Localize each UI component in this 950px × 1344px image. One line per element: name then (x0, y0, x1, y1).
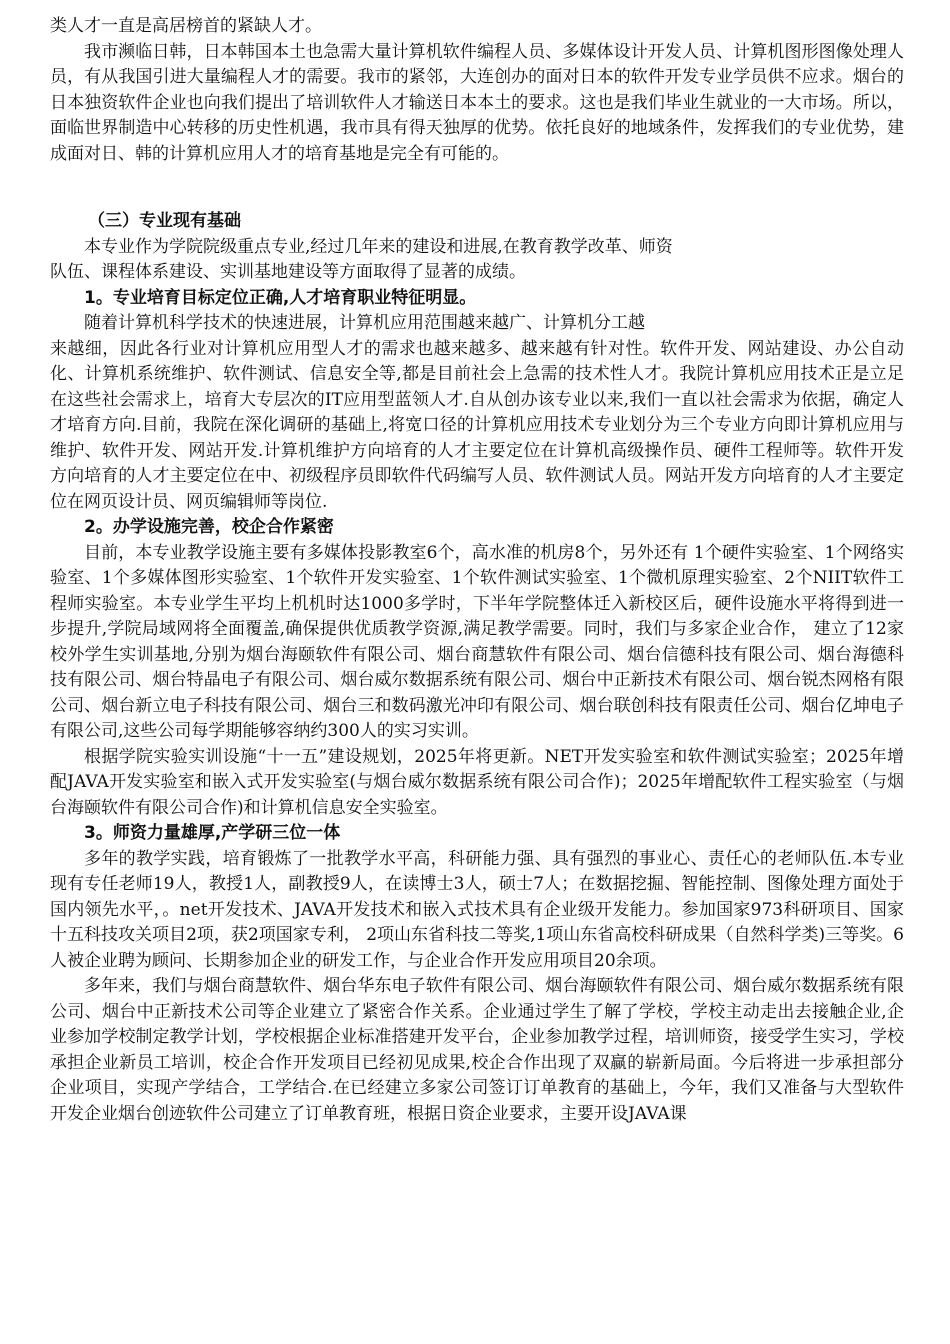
subheading-1: 1。专业培育目标定位正确,人才培育职业特征明显。 (84, 287, 477, 308)
paragraph-intro-line2: 队伍、课程体系建设、实训基地建设等方面取得了显著的成绩。 (50, 262, 526, 282)
section-heading-3: （三）专业现有基础 (88, 211, 241, 231)
subheading-2: 2。办学设施完善，校企合作紧密 (84, 517, 334, 537)
paragraph-regional-advantage: 我市濒临日韩，日本韩国本土也急需大量计算机软件编程人员、多媒体设计开发人员、计算机图形图像处理人员，有从我国引进大量编程人才的需要。我市的紧邻，大连创办的面对日本的软件开发专业学员供不应求。烟台的日本独资软件企业也向我们提出了培训软件人才输送日本本土的要求。这也是我们毕业生就业的一大市场。所以，面临世界制造中心转移的历史性机遇，我市具有得天独厚的优势。依托良好的地域条件，发挥我们的专业优势，建成面对日、韩的计算机应用人才的培育基地是完全有可能的。 (50, 41, 904, 164)
paragraph-faculty: 多年的教学实践，培育锻炼了一批教学水平高，科研能力强、具有强烈的事业心、责任心的老师队伍.本专业现有专任老师19人，教授1人，副教授9人，在读博士3人，硕士7人；在数据挖掘、智能控制、图像处理方面处于国内领先水平，。net开发技术、JAVA开发技术和嵌入式技术具有企业级开发能力。参加国家973科研项目、国家十五科技攻关项目2项，获2项国家专利， 2项山东省科技二等奖,1项山东省高校科研成果（自然科学类)三等奖。6人被企业聘为顾问、长期参加企业的研发工作，与企业合作开发应用项目20余项。 (50, 848, 904, 971)
section-spacer (50, 167, 904, 209)
paragraph-enterprise-cooperation: 多年来，我们与烟台商慧软件、烟台华东电子软件有限公司、烟台海颐软件有限公司、烟台威尔数据系统有限公司、烟台中正新技术公司等企业建立了紧密合作关系。企业通过学生了解了学校，学校主动走出去接触企业,企业参加学校制定教学计划，学校根据企业标准搭建开发平台，企业参加教学过程，培训师资，接受学生实习，学校承担企业新员工培训，校企合作开发项目已经初见成果,校企合作出现了双赢的崭新局面。今后将进一步承担部分企业项目，实现产学结合，工学结合.在已经建立多家公司签订订单教育的基础上，今年，我们又准备与大型软件开发企业烟台创迹软件公司建立了订单教育班，根据日资企业要求，主要开设JAVA课 (50, 976, 904, 1124)
subheading-3: 3。师资力量雄厚,产学研三位一体 (84, 823, 341, 843)
paragraph-goals-body: 来越细，因此各行业对计算机应用型人才的需求也越来越多、越来越有针对性。软件开发、网站建设、办公自动化、计算机系统维护、软件测试、信息安全等,都是目前社会上急需的技术性人才。我院计算机应用技术正是立足在这些社会需求上，培育大专层次的IT应用型蓝领人才.自从创办该专业以来,我们一直以社会需求为依据，确定人才培育方向.目前，我院在深化调研的基础上,将宽口径的计算机应用技术专业划分为三个专业方向即计算机应用与维护、软件开发、网站开发.计算机维护方向培育的人才主要定位在计算机高级操作员、硬件工程师等。软件开发方向培育的人才主要定位在中、初级程序员即软件代码编写人员、软件测试人员。网站开发方向培育的人才主要定位在网页设计员、网页编辑师等岗位. (50, 338, 904, 512)
paragraph-lab-plan: 根据学院实验实训设施“十一五”建设规划，2025年将更新。NET开发实验室和软件测试实验室；2025年增配JAVA开发实验室和嵌入式开发实验室(与烟台威尔数据系统有限公司合作)；2025年增配软件工程实验室（与烟台海颐软件有限公司合作)和计算机信息安全实验室。 (50, 746, 904, 818)
paragraph-continuation: 类人才一直是高居榜首的紧缺人才。 (50, 16, 322, 36)
paragraph-goals-line1: 随着计算机科学技术的快速进展，计算机应用范围越来越广、计算机分工越 (84, 313, 645, 333)
paragraph-intro-line1: 本专业作为学院院级重点专业,经过几年来的建设和进展,在教育教学改革、师资 (84, 236, 673, 257)
paragraph-facilities: 目前，本专业教学设施主要有多媒体投影教室6个，高水准的机房8个，另外还有 1个硬件实验室、1个网络实验室、1个多媒体图形实验室、1个软件开发实验室、1个软件测试实验室、1个微机原理实验室、2个NIIT软件工程师实验室。本专业学生平均上机机时达1000多学时，下半年学院整体迁入新校区后，硬件设施水平将得到进一步提升,学院局域网将全面覆盖,确保提供优质教学资源,满足教学需要。同时，我们与多家企业合作， 建立了12家校外学生实训基地,分别为烟台海颐软件有限公司、烟台商慧软件有限公司、烟台信德科技有限公司、烟台海德科技有限公司、烟台特晶电子有限公司、烟台威尔数据系统有限公司、烟台中正新技术有限公司、烟台锐杰网格有限公司、烟台新立电子科技有限公司、烟台三和数码激光冲印有限公司、烟台联创科技有限责任公司、烟台亿坤电子有限公司,这些公司每学期能够容纳约300人的实习实训。 (50, 542, 904, 741)
